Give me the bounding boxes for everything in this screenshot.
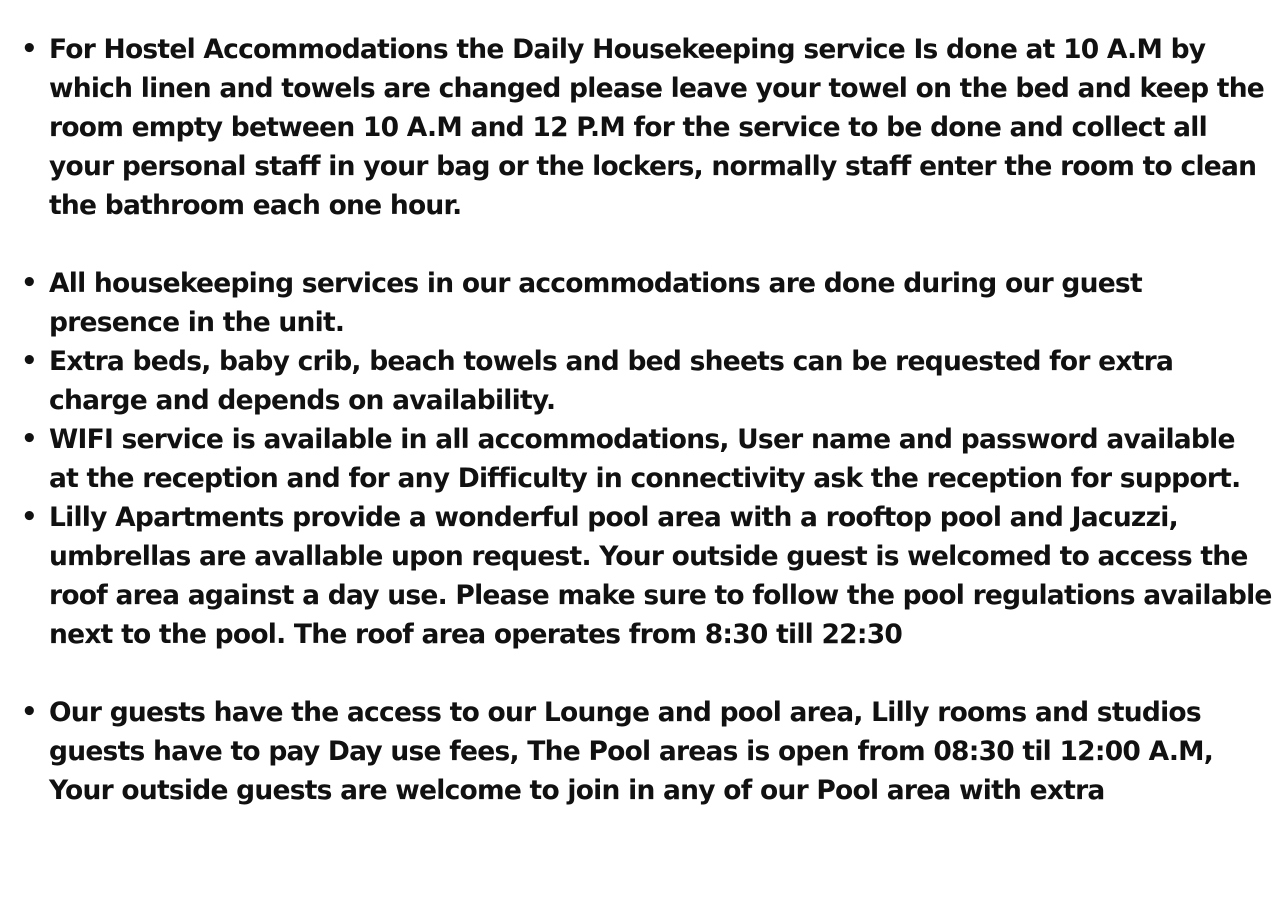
bullet-text: • All housekeeping services in our accommodations are done during our guest presence in the unit. [49,268,1142,338]
bullet-text: • WIFI service is available in all accommodations, User name and password available at the reception and for any Difficulty in connectivity ask the reception for support. [49,424,1241,494]
bullet-text: • For Hostel Accommodations the Daily Housekeeping service Is done at 10 A.M by which linen and towels are changed please leave your towel on the bed and keep the room empty between 10 A.M and 12 P.M for the service to be done and collect all your personal staff in your bag or the lockers, normally staff enter the room to clean the bathroom each one hour. [49,34,1265,221]
policy-bullet-list [0,30,1280,810]
bullet-text: • Extra beds, baby crib, beach towels and bed sheets can be requested for extra charge and depends on availability. [49,346,1174,416]
bullet-item-rooftop-pool [0,498,1280,654]
bullet-item-housekeeping-presence [0,264,1280,342]
bullet-item-extra-beds [0,342,1280,420]
bullet-item-lounge-access [0,693,1280,810]
bullet-item-housekeeping-hostel [0,30,1280,225]
bullet-item-wifi [0,420,1280,498]
bullet-text: • Our guests have the access to our Lounge and pool area, Lilly rooms and studios guests have to pay Day use fees, The Pool areas is open from 08:30 til 12:00 A.M, Your outside guests are welcome to join in any of our Pool area with extra [49,697,1214,806]
bullet-text: • Lilly Apartments provide a wonderful pool area with a rooftop pool and Jacuzzi, umbrellas are avallable upon request. Your outside guest is welcomed to access the roof area against a day use. Please make sure to follow the pool regulations available next to the pool. The roof area operates from 8:30 till 22:30 [49,502,1272,650]
